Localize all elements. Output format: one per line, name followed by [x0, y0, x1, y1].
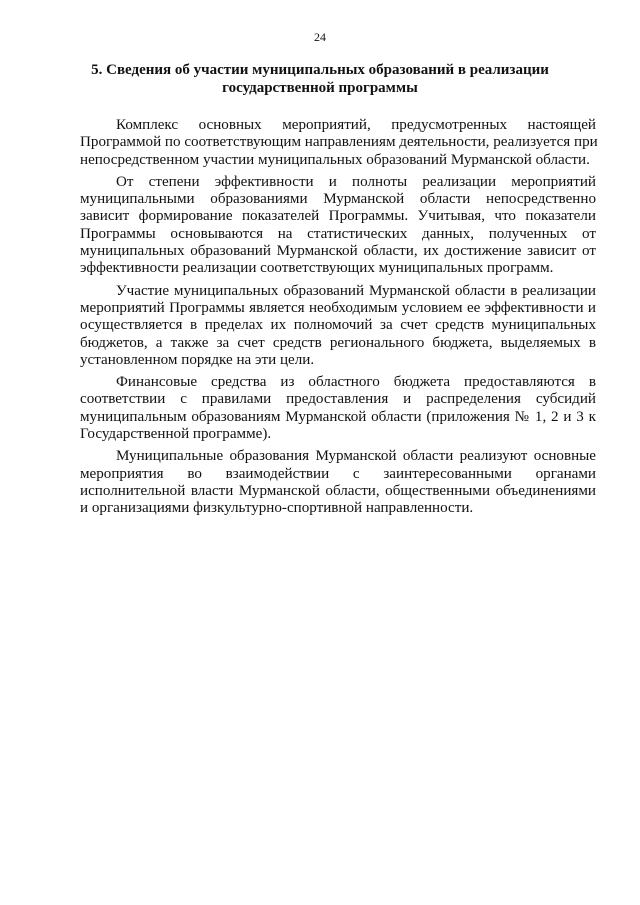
- text-line: непосредственном участии муниципальных образований Мурманской области.: [80, 151, 590, 168]
- paragraph-3: [80, 283, 596, 369]
- text-line: установленном порядке на эти цели.: [80, 351, 315, 368]
- section-heading-line-2: государственной программы: [222, 80, 418, 96]
- text-line: муниципальным образованиям Мурманской области (приложения № 1, 2 и 3 к: [80, 408, 596, 425]
- text-line: мероприятий Программы является необходимым условием ее эффективности и: [80, 299, 596, 316]
- text-line: Программой по соответствующим направлениям деятельности, реализуется при: [80, 134, 598, 151]
- paragraph-2: [80, 174, 596, 278]
- section-heading-line-1: 5. Сведения об участии муниципальных образований в реализации: [91, 62, 549, 78]
- text-line: эффективности реализации соответствующих муниципальных программ.: [80, 260, 554, 277]
- paragraph-5: [80, 448, 596, 517]
- page-number: 24: [314, 30, 326, 44]
- text-line: и организациями физкультурно-спортивной направленности.: [80, 500, 474, 517]
- section-heading: [80, 61, 560, 97]
- text-line: Программы основываются на статистических данных, полученных от: [80, 225, 596, 242]
- text-line: соответствии с правилами предоставления и распределения субсидий: [80, 391, 596, 408]
- text-line: От степени эффективности и полноты реализации мероприятий: [116, 173, 596, 190]
- paragraph-1: [80, 117, 596, 169]
- text-line: бюджетов, а также за счет средств регионального бюджета, выделяемых в: [80, 334, 596, 351]
- text-line: осуществляется в пределах их полномочий за счет средств муниципальных: [80, 317, 596, 334]
- text-line: муниципальных образований Мурманской области, их достижение зависит от: [80, 243, 596, 260]
- text-line: муниципальными образованиями Мурманской области непосредственно: [80, 191, 596, 208]
- document-body: [80, 117, 596, 523]
- text-line: Государственной программе).: [80, 426, 272, 443]
- text-line: Участие муниципальных образований Мурманской области в реализации: [116, 282, 596, 299]
- text-line: Комплекс основных мероприятий, предусмотренных настоящей: [116, 117, 596, 133]
- text-line: мероприятия во взаимодействии с заинтересованными органами: [80, 465, 596, 482]
- text-line: Финансовые средства из областного бюджета предоставляются в: [116, 374, 596, 391]
- text-line: Муниципальные образования Мурманской области реализуют основные: [116, 448, 596, 465]
- text-line: исполнительной власти Мурманской области, общественными объединениями: [80, 482, 596, 499]
- text-line: зависит формирование показателей Программы. Учитывая, что показатели: [80, 208, 596, 225]
- paragraph-4: [80, 374, 596, 443]
